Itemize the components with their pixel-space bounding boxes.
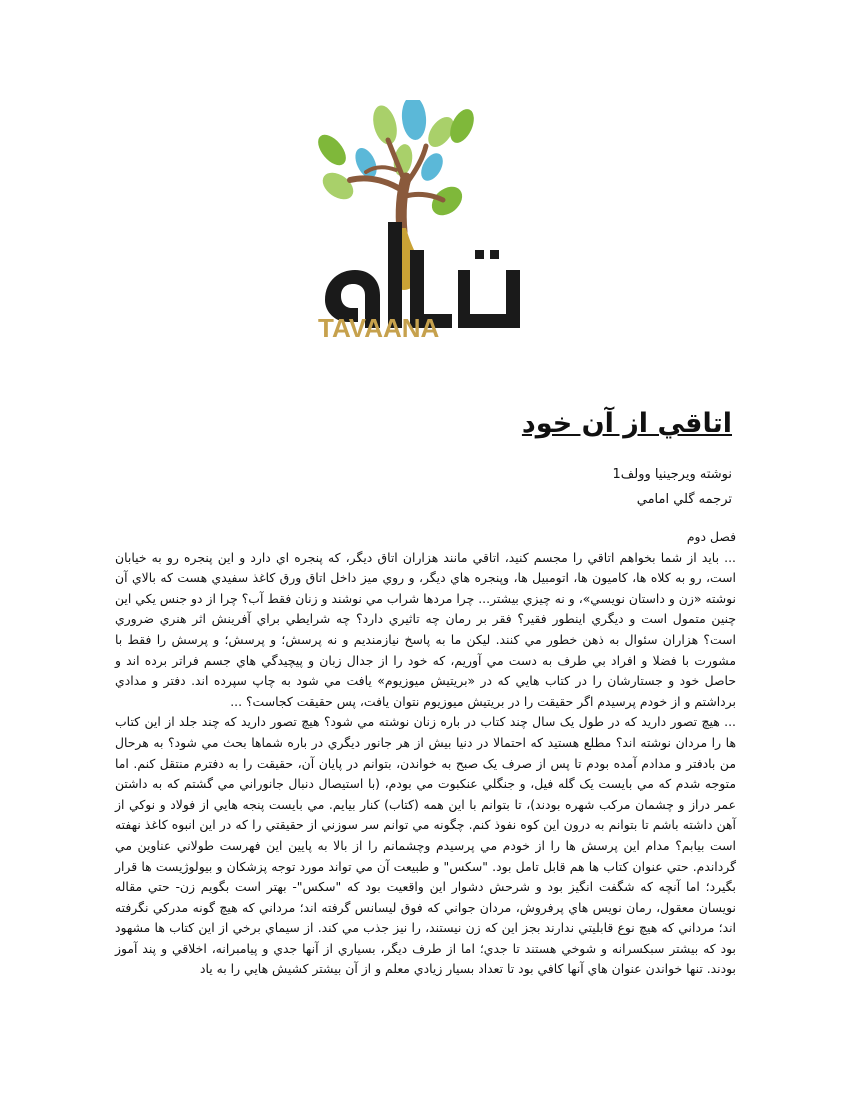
- byline: [132, 462, 732, 512]
- section-heading: فصل دوم: [686, 529, 736, 544]
- paragraph: ... هيچ تصور داريد كه در طول يک سال چند كتاب در باره زنان نوشته مي شود؟ هيچ تصور داريد كه چند جلد از اين كتاب ها را مردان نوشته اند؟ مطلع هستيد كه احتمالا در دنيا بيش از هر جانور ديگري در باره شماها بحث مي شود؟ به هرحال من بادفتر و مدادم آمده بودم تا پس از صرف يک صبح به خواندن، بتوانم در پايان آن، حقيقت را به دفترم منتقل كنم. اما متوجه شدم كه مي بايست يک گله فيل، و جنگلي عنكبوت مي بودم، (با استيصال دنبال جانوراني مي گشتم كه به داشتن عمر دراز و چشمان مركب شهره بودند)، تا بتوانم با اين همه (كتاب) كنار بيايم. مي بايست پنجه هايي از فولاد و نوكي از آهن داشته باشم تا بتوانم به درون اين كوه نفوذ كنم. چگونه مي توانم سر سوزني از حقيقتي را كه در اين انبوه كاغذ نهفته است بيابم؟ مدام اين پرسش ها را از خودم مي پرسيدم وچشمانم را از بالا به پايين اين فهرست طولاني عناوين مي گرداندم. حتي عنوان كتاب ها هم قابل تامل بود. "سكس" و طبيعت آن مي تواند مورد توجه پزشكان و بيولوژيست ها قرار بگيرد؛ اما آنچه كه شگفت انگيز بود و شرحش دشوار اين واقعيت بود كه "سكس"- بهتر است بگويم زن- حتي مقاله نويسان معقول، رمان نويس هاي پرفروش، مردان جواني كه فوق ليسانس گرفته اند؛ مرداني كه هيچ گونه مدركي نگرفته اند؛ مرداني كه هيچ نوع قابليتي ندارند بجز اين كه زن نيستند، را نيز جذب مي كند. از سيماي برخي از اين كتاب ها مشهود بود كه بيشتر سبكسرانه و شوخي هستند تا جدي؛ اما از طرف ديگر، بسياري از آنها جدي و پيامبرانه، اخلاقي و پند آموز بودند. تنها خواندن عنوان هاي آنها كافي بود تا تعداد بسيار زيادي معلم و از آن بيشتر كشيش هايي را به ياد: [115, 714, 736, 977]
- document-body: [115, 527, 736, 980]
- paragraph: ... بايد از شما بخواهم اتاقي را مجسم كنيد، اتاقي مانند هزاران اتاق ديگر، كه پنجره اي دارد و اين پنجره رو به خيابان است، رو به كلاه ها، كاميون ها، اتومبيل ها، وپنجره هاي ديگر، و روي ميز داخل اتاق ورق كاغذ سفيدي هست كه بالاي آن نوشته «زن و داستان نويسي»، و نه چيزي بيشتر... چرا مردها شراب مي نوشند و زنان فقط آب؟ چرا از دو جنس يكي اين چنين متمول است و ديگري اينطور فقير؟ فقر بر رمان چه تاثيري دارد؟ چه شرايطي براي آفرينش اثر هنري ضروري است؟ هزاران سئوال به ذهن خطور مي كنند. ليكن ما به پاسخ نيازمنديم و نه پرسش؛ و پرسش؛ و پرسش را فقط با مشورت با فضلا و افراد بي طرف به دست مي آوريم، كه خود را از جدال زبان و پيچيدگي هاي جسم فراتر برده اند و حاصل خود و جستارشان را در كتاب هايي كه در «بريتيش ميوزيوم» يافت مي شود به چاپ سپرده اند. دفتر و مدادي برداشتم و از خودم پرسيدم اگر حقيقت را در بريتيش ميوزيوم نتوان يافت، پس حقيقت كجاست؟ ...: [115, 549, 736, 709]
- logo-latin-text: TAVAANA: [318, 313, 440, 343]
- document-title: اتاقي از آن خود: [521, 408, 732, 439]
- translator-line: ترجمه گلي امامي: [636, 492, 732, 507]
- author-line: نوشته ويرجينيا وولف1: [612, 467, 732, 482]
